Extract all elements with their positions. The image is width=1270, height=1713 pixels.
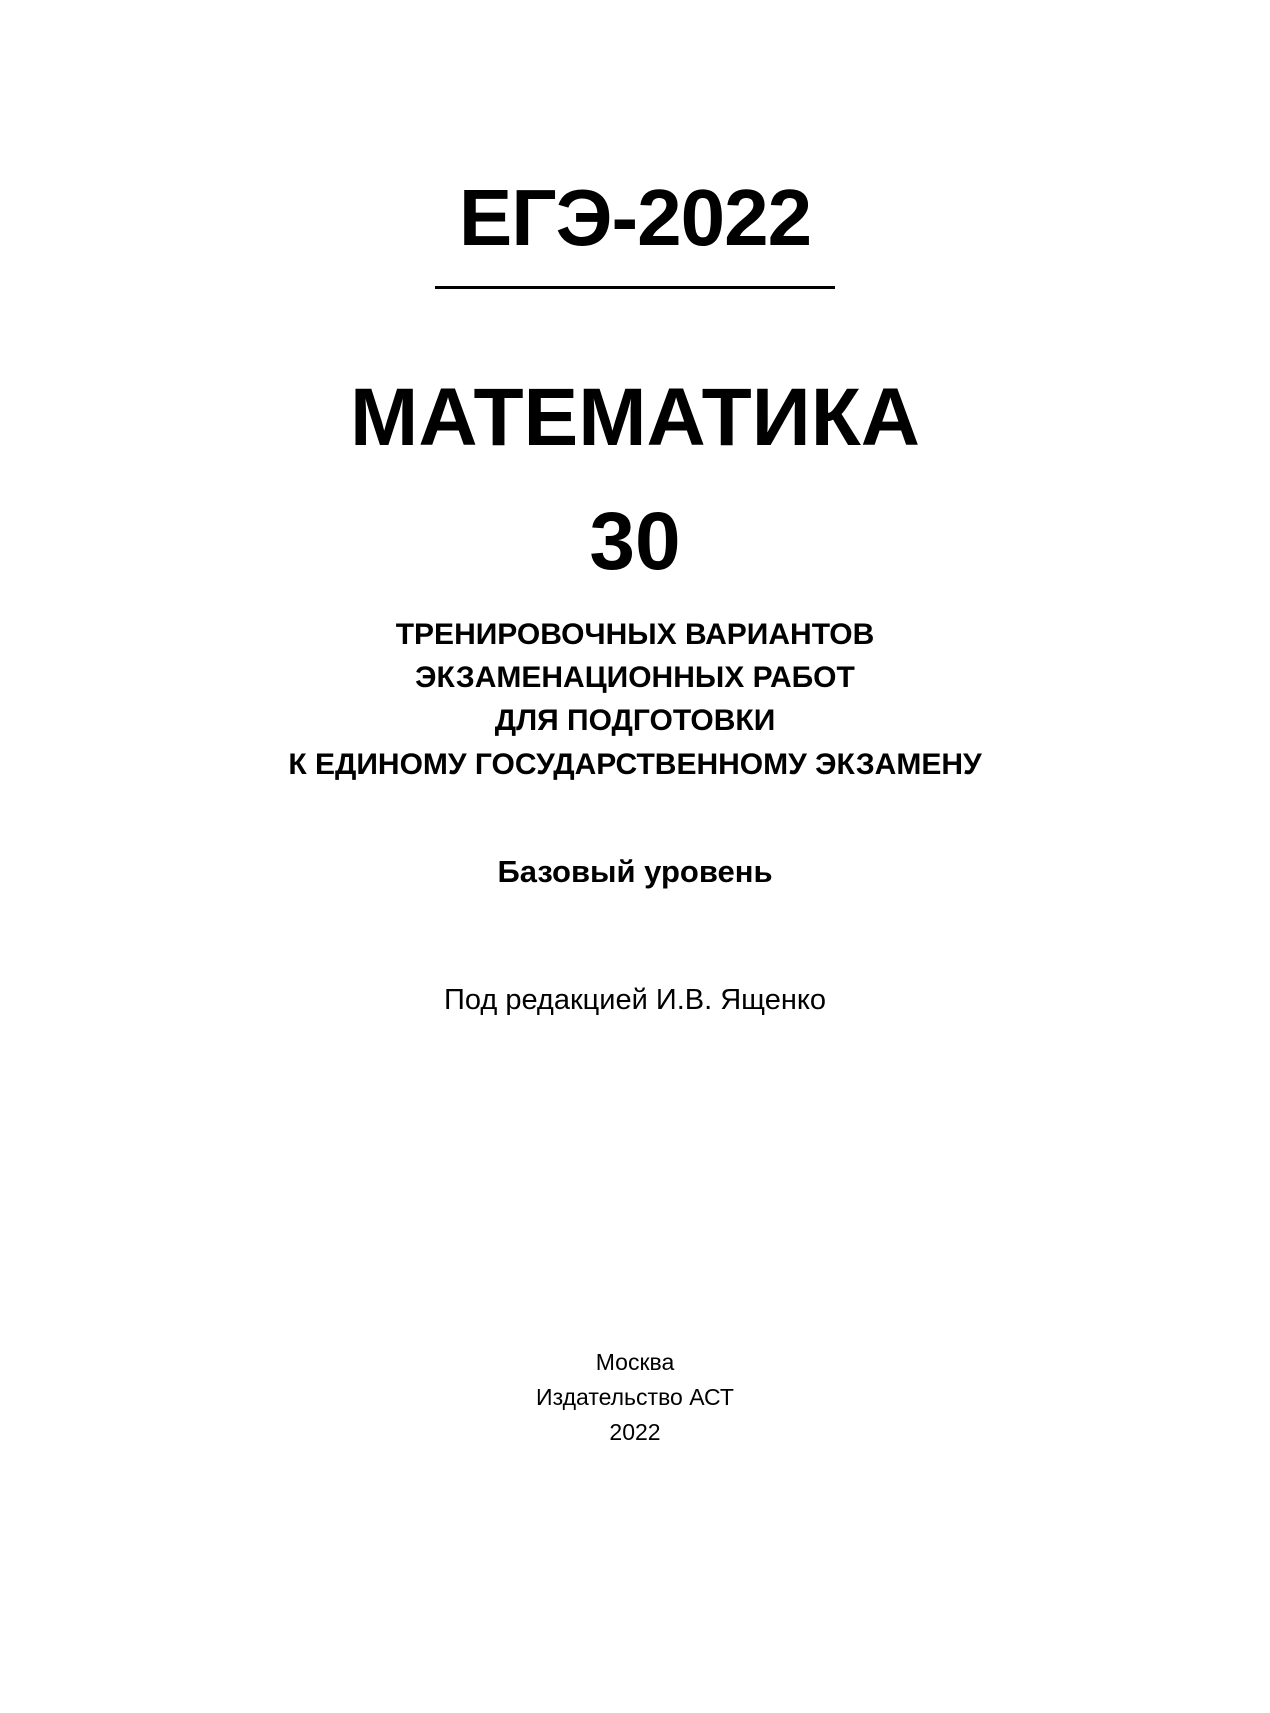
title-divider: [435, 286, 835, 289]
subtitle-line-2: ЭКЗАМЕНАЦИОННЫХ РАБОТ: [415, 661, 855, 695]
subtitle-line-3: ДЛЯ ПОДГОТОВКИ: [494, 704, 776, 738]
imprint-publisher: Издательство АСТ: [536, 1383, 734, 1410]
imprint-year: 2022: [609, 1418, 661, 1445]
subtitle-line-1: ТРЕНИРОВОЧНЫХ ВАРИАНТОВ: [395, 618, 875, 651]
exam-level: Базовый уровень: [497, 853, 773, 889]
editor-credit: Под редакцией И.В. Ященко: [444, 983, 826, 1016]
variant-count: 30: [589, 496, 681, 587]
subtitle-block: [0, 613, 1270, 786]
cover-title-block: [0, 173, 1270, 1017]
imprint-block: [0, 1345, 1270, 1450]
imprint-city: Москва: [595, 1349, 675, 1375]
subject-title: МАТЕМАТИКА: [350, 372, 920, 463]
exam-title: ЕГЭ-2022: [458, 173, 812, 262]
subtitle-line-4: К ЕДИНОМУ ГОСУДАРСТВЕННОМУ ЭКЗАМЕНУ: [288, 747, 982, 781]
